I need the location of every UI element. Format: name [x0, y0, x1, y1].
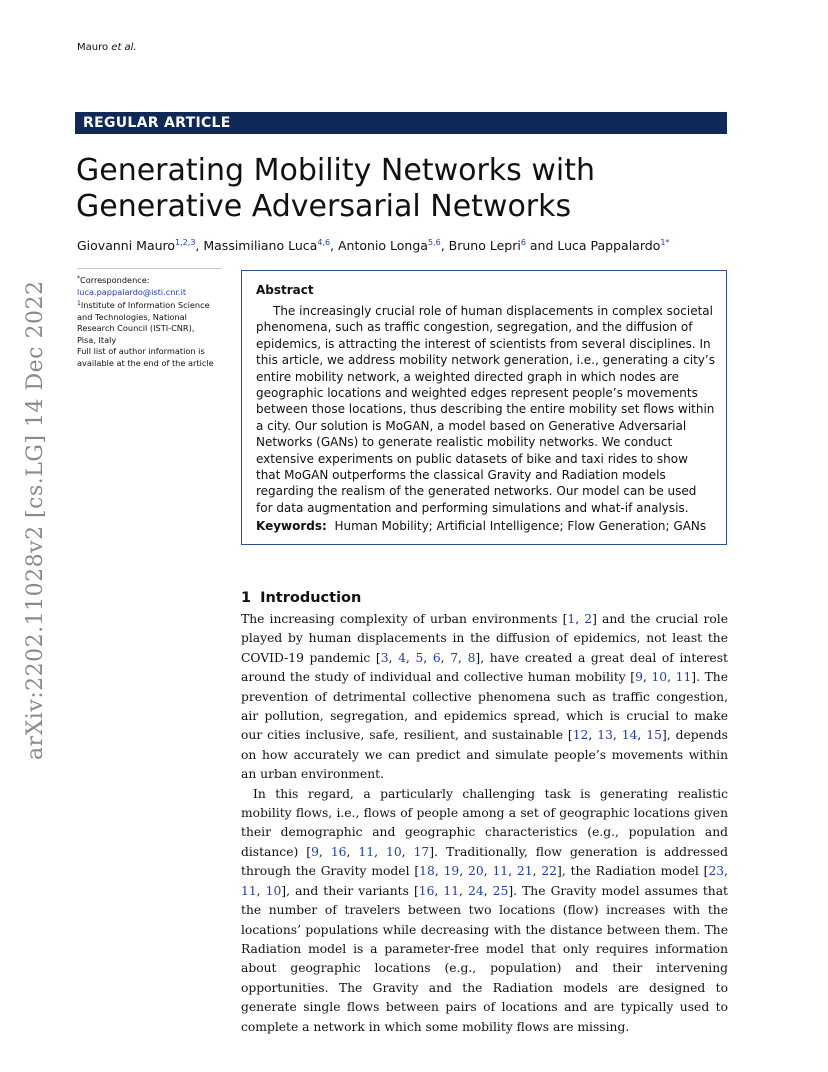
citation-link[interactable]: 12	[572, 728, 589, 743]
author-name: Massimiliano Luca	[203, 238, 318, 253]
correspondence-line	[77, 273, 232, 287]
citation-link[interactable]: 21	[516, 864, 533, 879]
correspondence-email-link[interactable]: luca.pappalardo@isti.cnr.it	[77, 286, 187, 297]
citation-link[interactable]: 6	[432, 650, 441, 665]
paper-title: Generating Mobility Networks with Generative Adversarial Networks	[76, 153, 595, 224]
citation-link[interactable]: 25	[492, 883, 509, 898]
citation-link[interactable]: 24	[468, 883, 484, 898]
citation-link[interactable]: 1	[567, 612, 576, 626]
citation-link[interactable]: 15	[646, 728, 662, 743]
citation-link[interactable]: 5	[415, 650, 424, 665]
author-name: Antonio Longa	[338, 238, 428, 253]
article-type-bar	[75, 112, 727, 134]
section-title: Introduction	[260, 590, 362, 606]
correspondence-mark: *	[77, 275, 80, 282]
section-number: 1	[241, 590, 252, 606]
correspondence-label: Correspondence:	[80, 275, 150, 285]
author-list: Giovanni Mauro$^{1,2,3}$, Massimiliano Luca$^{4,6}$, Antonio Longa$^{5,6}$, Bruno Lepri$^6$ and Luca Pappalardo$^{1*}$	[77, 238, 670, 253]
citation-link[interactable]: 8	[467, 650, 476, 665]
affiliation-line: and Technologies, National	[77, 311, 187, 322]
keywords-line	[256, 519, 706, 533]
affiliation-line: Institute of Information Science	[80, 300, 210, 310]
keywords-text: Human Mobility; Artificial Intelligence; Flow Generation; GANs	[334, 519, 707, 533]
citation-link[interactable]: 11	[358, 844, 375, 859]
running-head-author: Mauro	[77, 42, 109, 53]
author-affiliation-ref[interactable]: 4,6	[317, 238, 331, 247]
running-head-etal: et al.	[111, 42, 137, 53]
author-affiliation-ref[interactable]: 1,2,3	[175, 238, 196, 247]
author-name: Luca Pappalardo	[557, 238, 661, 253]
author-affiliation-ref[interactable]: 1*	[660, 238, 670, 247]
citation-link[interactable]: 19	[443, 864, 460, 879]
citation-link[interactable]: 14	[621, 728, 638, 743]
abstract-box	[241, 270, 727, 545]
more-info-line: Full list of author information is	[77, 346, 205, 356]
citation-link[interactable]: 11	[443, 883, 460, 898]
citation-link[interactable]: 16	[418, 883, 435, 898]
author-affiliation-ref[interactable]: 6	[520, 238, 526, 247]
citation-link[interactable]: 18	[419, 864, 435, 879]
correspondence-note	[77, 273, 232, 369]
author-name: Giovanni Mauro	[77, 238, 176, 253]
citation-link[interactable]: 9	[635, 670, 643, 685]
citation-link[interactable]: 13	[597, 728, 613, 743]
citation-link[interactable]: 23	[708, 864, 725, 879]
citation-link[interactable]: 11	[241, 883, 257, 898]
citation-link[interactable]: 17	[413, 844, 430, 859]
abstract-text: The increasingly crucial role of human displacements in complex societal phenomena, such as traffic congestion, segregation, and the diffusion of epidemics, is attracting the interest of scientists from several disciplines. In this article, we address mobility network generation, i.e., generating a city’s entire mobility network, a weighted directed graph in which nodes are geographic locations and weighted edges represent people’s movements between those locations, thus describing the entire mobility set flows within a city. Our solution is MoGAN, a model based on Generative Adversarial Networks (GANs) to generate realistic mobility networks. We conduct extensive experiments on public datasets of bike and taxi rides to show that MoGAN outperforms the classical Gravity and Radiation models regarding the realism of the generated networks. Our model can be used for data augmentation and performing simulations and what-if analysis.	[256, 304, 715, 515]
keywords-label: Keywords:	[256, 519, 327, 533]
introduction-body	[241, 610, 728, 1037]
affiliation-block	[77, 298, 232, 312]
sidebar-divider	[77, 268, 222, 269]
citation-link[interactable]: 3	[380, 650, 389, 665]
citation-link[interactable]: 2	[584, 612, 593, 626]
body-paragraph: The increasing complexity of urban environments [1, 2] and the crucial role played by human displacements in the diffusion of epidemics, not least the COVID-19 pandemic [3, 4, 5, 6, 7, 8], have created a great deal of interest around the study of individual and collective human mobility [9, 10, 11]. The prevention of detrimental collective phenomena such as traffic congestion, air pollution, segregation, and epidemics spread, which is crucial to make our cities inclusive, safe, resilient, and sustainable [12, 13, 14, 15], depends on how accurately we can predict and simulate people’s movements within an urban environment.	[241, 612, 728, 782]
citation-link[interactable]: 20	[468, 864, 484, 879]
arxiv-identifier-stamp: arXiv:2202.11028v2 [cs.LG] 14 Dec 2022	[23, 280, 48, 760]
citation-link[interactable]: 10	[265, 883, 282, 898]
citation-link[interactable]: 22	[541, 864, 558, 879]
affiliation-line: Pisa, Italy	[77, 334, 117, 345]
citation-link[interactable]: 9	[311, 844, 319, 859]
citation-link[interactable]: 10	[651, 670, 668, 685]
running-head	[77, 42, 137, 53]
author-name: Bruno Lepri	[448, 238, 521, 253]
body-paragraph: In this regard, a particularly challenging task is generating realistic mobility flows, i.e., flows of people among a set of geographic locations given their demographic and geographic characteristics (e.g., population and distance) [9, 16, 11, 10, 17]. Traditionally, flow generation is addressed through the Gravity model [18, 19, 20, 11, 21, 22], the Radiation model [23, 11, 10], and their variants [16, 11, 24, 25]. The Gravity model assumes that the number of travelers between two locations (flow) increases with the locations’ populations while decreasing with the distance between them. The Radiation model is a parameter-free model that only requires information about geographic locations (e.g., population) and their intervening opportunities. The Gravity and the Radiation models are designed to generate single flows between pairs of locations and are typically used to complete a network in which some mobility flows are missing.	[241, 786, 729, 1034]
article-type-label: REGULAR ARTICLE	[83, 115, 231, 131]
section-heading	[241, 590, 361, 606]
citation-link[interactable]: 7	[450, 650, 459, 665]
citation-link[interactable]: 11	[675, 670, 692, 685]
citation-link[interactable]: 16	[330, 844, 347, 859]
affiliation-line: Research Council (ISTI-CNR),	[77, 323, 195, 333]
abstract-heading: Abstract	[256, 283, 314, 297]
more-info-line: available at the end of the article	[77, 357, 214, 368]
citation-link[interactable]: 10	[386, 844, 402, 859]
citation-link[interactable]: 4	[398, 650, 406, 665]
citation-link[interactable]: 11	[492, 864, 509, 879]
affiliation-mark: 1	[77, 300, 81, 307]
author-affiliation-ref[interactable]: 5,6	[427, 238, 441, 247]
